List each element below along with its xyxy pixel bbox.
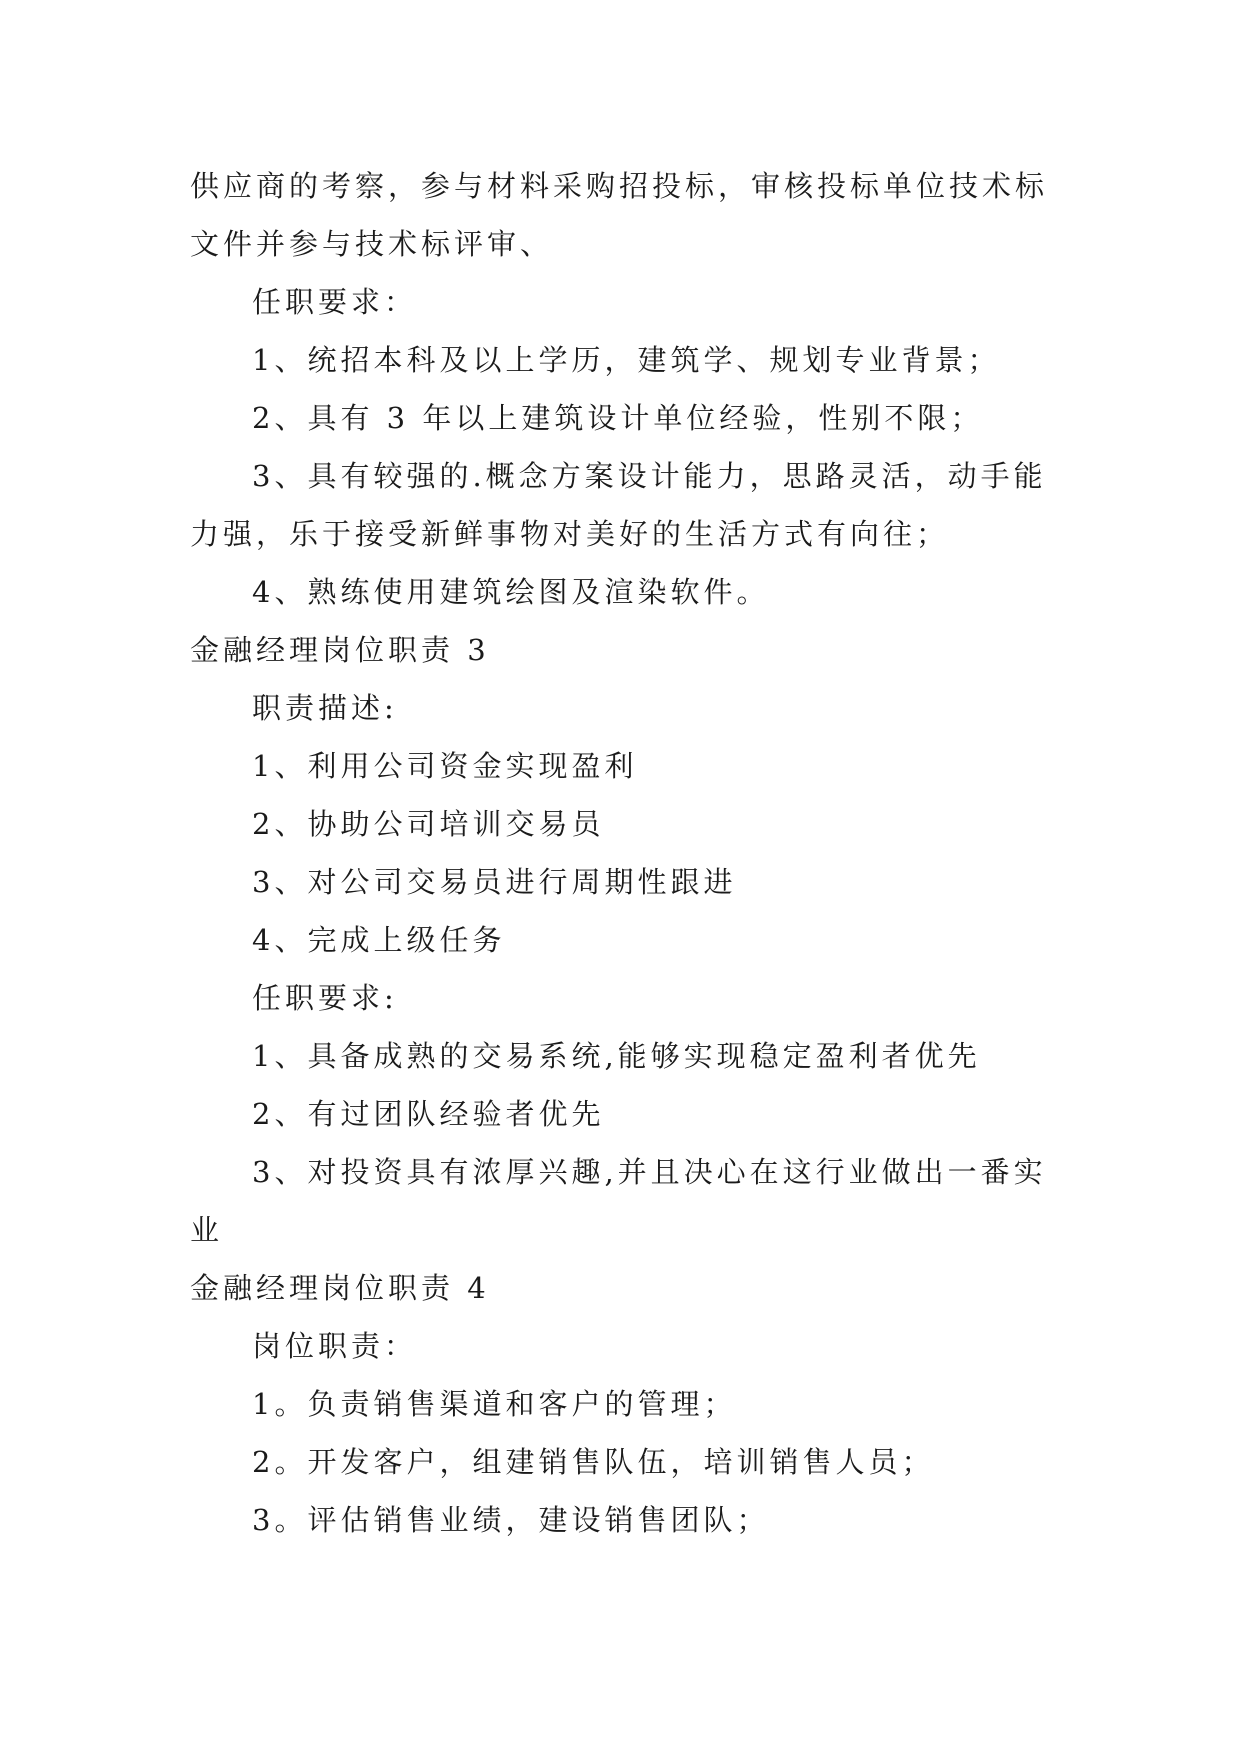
- section-heading: 金融经理岗位职责 3: [190, 633, 490, 667]
- list-item: 1、统招本科及以上学历，建筑学、规划专业背景；: [252, 343, 1001, 377]
- paragraph-line: 供应商的考察，参与材料采购招投标，审核投标单位技术标: [190, 169, 1049, 203]
- list-item: 1、利用公司资金实现盈利: [252, 749, 638, 783]
- list-item: 2、协助公司培训交易员: [252, 807, 605, 841]
- list-item-continuation: 业: [190, 1213, 224, 1247]
- list-item-continuation: 力强，乐于接受新鲜事物对美好的生活方式有向往；: [190, 517, 950, 551]
- section-subheading: 职责描述:: [252, 691, 398, 725]
- list-item: 3。评估销售业绩，建设销售团队；: [252, 1503, 770, 1537]
- paragraph-line: 文件并参与技术标评审、: [190, 227, 554, 261]
- list-item: 3、对投资具有浓厚兴趣,并且决心在这行业做出一番实: [252, 1155, 1047, 1189]
- section-heading: 金融经理岗位职责 4: [190, 1271, 490, 1305]
- list-item: 4、完成上级任务: [252, 923, 506, 957]
- section-subheading: 任职要求：: [252, 285, 418, 319]
- list-item: 4、熟练使用建筑绘图及渲染软件。: [252, 575, 770, 609]
- list-item: 2、具有 3 年以上建筑设计单位经验，性别不限；: [252, 401, 984, 435]
- section-subheading: 岗位职责：: [252, 1329, 418, 1363]
- list-item: 2。开发客户，组建销售队伍，培训销售人员；: [252, 1445, 935, 1479]
- list-item: 3、具有较强的.概念方案设计能力，思路灵活，动手能: [252, 459, 1047, 493]
- section-subheading: 任职要求:: [252, 981, 398, 1015]
- list-item: 2、有过团队经验者优先: [252, 1097, 605, 1131]
- list-item: 3、对公司交易员进行周期性跟进: [252, 865, 737, 899]
- list-item: 1。负责销售渠道和客户的管理；: [252, 1387, 737, 1421]
- list-item: 1、具备成熟的交易系统,能够实现稳定盈利者优先: [252, 1039, 981, 1073]
